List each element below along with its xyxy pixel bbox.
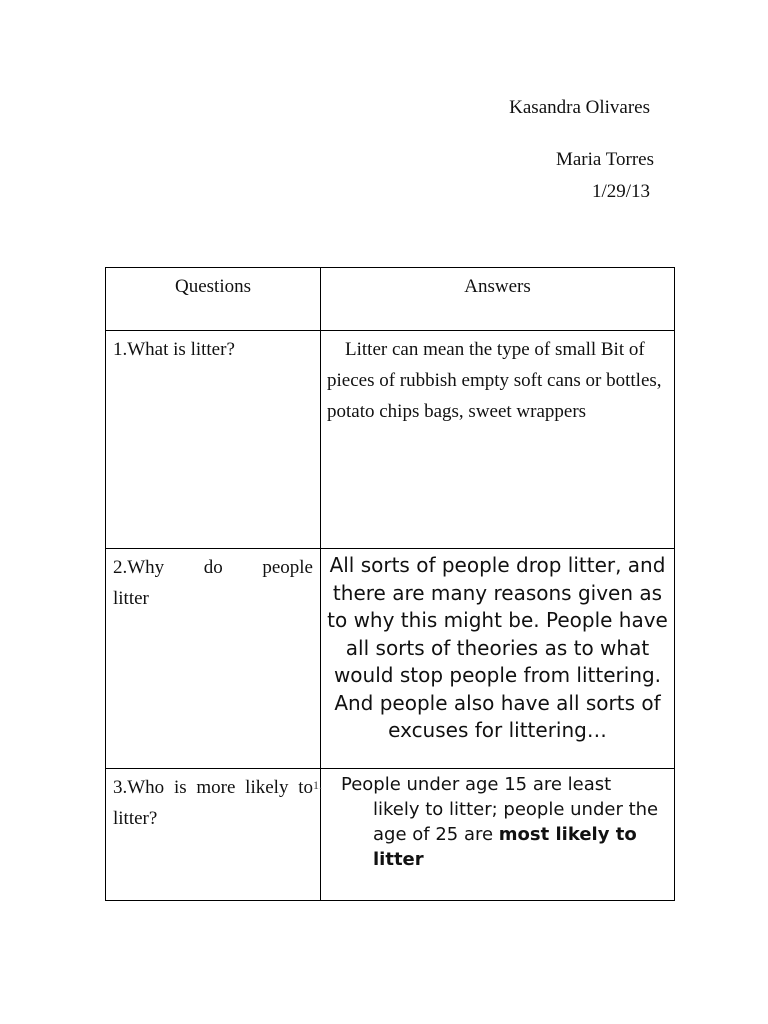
question-text: 1.What is litter?: [113, 339, 235, 360]
question-word: 2.Why: [113, 557, 165, 578]
answer-text: Litter can mean the type of small Bit of pieces of rubbish empty soft cans or bottles, potato chips bags, sweet wrappers: [327, 339, 662, 422]
question-rest: litter: [113, 588, 149, 609]
header-answers: Answers: [321, 268, 675, 331]
answer-cell: [313, 769, 675, 901]
answer-bold-text: most likely to litter: [373, 824, 637, 870]
question-word: do: [203, 557, 223, 578]
table-row: [106, 549, 675, 769]
answer-cell: [321, 331, 675, 549]
question-cell: [106, 331, 321, 549]
question-cell: [106, 769, 321, 901]
list-number: 1.: [313, 778, 322, 792]
document-date: 1/29/13: [591, 181, 650, 202]
answer-text: All sorts of people drop litter, and there are many reasons given as to why this might be. People have all sorts of theories as to what would stop people from littering. And people also have all sorts of excuses for littering…: [327, 553, 668, 742]
answer-cell: [321, 549, 675, 769]
answer-rest-text: likely to litter; people under the age of 25 are: [373, 799, 659, 845]
author-name-1: Kasandra Olivares: [509, 97, 650, 118]
table-header-row: [106, 268, 675, 331]
author-name-2: Maria Torres: [555, 149, 654, 170]
question-cell: [106, 549, 321, 769]
question-first-line: [113, 552, 313, 583]
question-word: people: [262, 557, 313, 578]
header-questions: Questions: [106, 268, 321, 331]
question-text: 3.Who is more likely to litter?: [113, 777, 313, 829]
table-row: [106, 769, 675, 901]
answer-continuation: [341, 797, 666, 872]
answer-line: People under age 15 are least: [341, 774, 612, 795]
qa-table: [105, 267, 675, 901]
table-row: [106, 331, 675, 549]
